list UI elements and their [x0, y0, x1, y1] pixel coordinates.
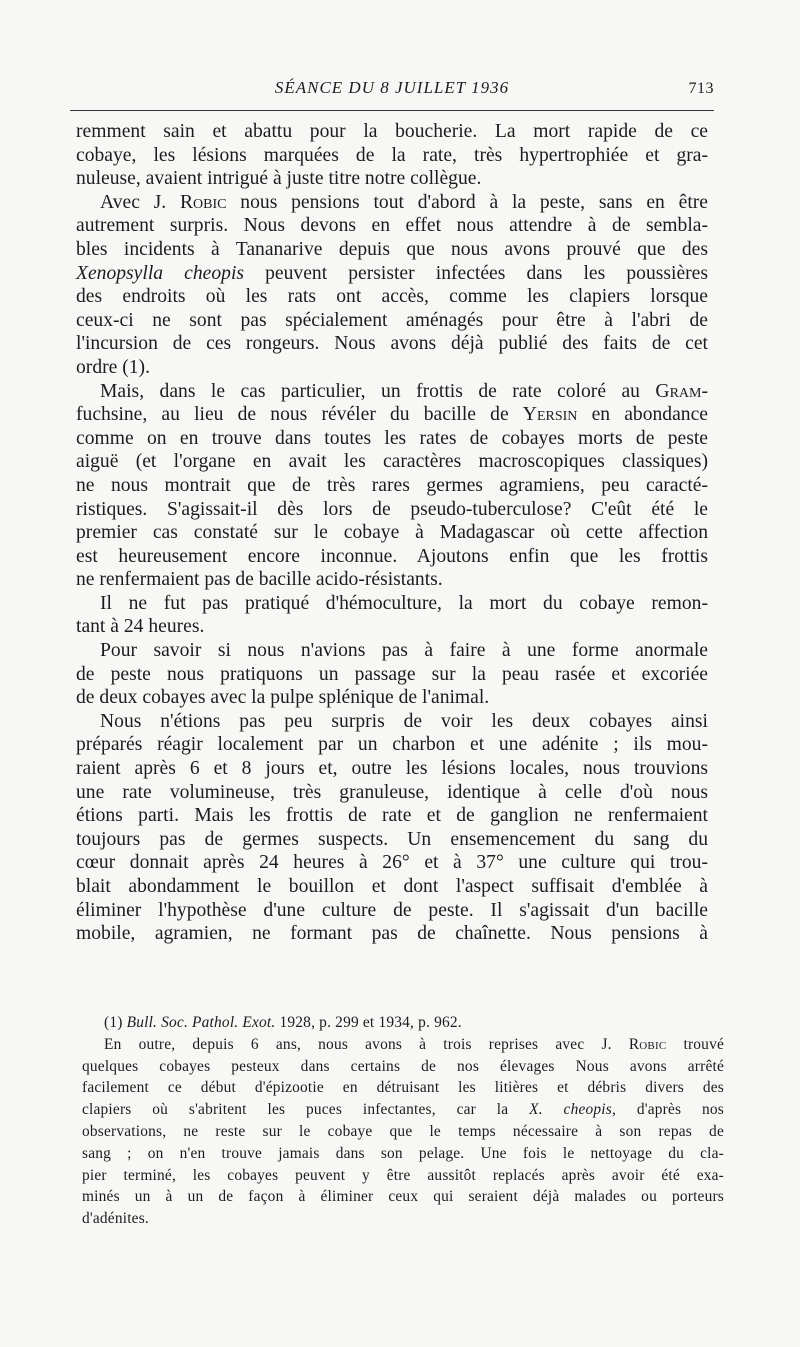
text-line: quelques cobayes pesteux dans certains de nos élevages Nous avons arrêté — [82, 1057, 724, 1075]
text-line: nuleuse, avaient intrigué à juste titre notre collègue. — [76, 168, 482, 190]
text-line: pier terminé, les cobayes peuvent y être aussitôt replacés après avoir été exa- — [82, 1166, 724, 1184]
text-line: ordre (1). — [76, 356, 150, 378]
text-line: aiguë (et l'organe en avait les caractères macroscopiques classiques) — [76, 451, 708, 473]
text-segment: En outre, depuis 6 ans, nous avons à trois reprises avec J. — [104, 1035, 629, 1053]
paragraph-1 — [76, 120, 708, 191]
paragraph-6 — [76, 710, 708, 946]
text-line — [76, 403, 708, 427]
text-line: Il ne fut pas pratiqué d'hémoculture, la mort du cobaye remon- — [100, 592, 708, 614]
text-line: l'incursion de ces rongeurs. Nous avons déjà publié des faits de cet — [76, 333, 708, 355]
text-line: sang ; on n'en trouve jamais dans son pelage. Une fois le nettoyage du cla- — [82, 1144, 724, 1162]
author-name: Robic — [628, 1035, 667, 1053]
header-rule — [70, 110, 714, 111]
text-line: raient après 6 et 8 jours et, outre les lésions locales, nous trouvions — [76, 758, 708, 780]
text-line: toujours pas de germes suspects. Un ensemencement du sang du — [76, 828, 708, 850]
footnote-number: (1) — [104, 1014, 127, 1031]
text-line: préparés réagir localement par un charbon et une adénite ; ils mou- — [76, 734, 708, 756]
text-line: ne renfermaient pas de bacille acido-résistants. — [76, 569, 443, 591]
paragraph-3 — [76, 380, 708, 592]
text-line: cobaye, les lésions marquées de la rate, très hypertrophiée et gra- — [76, 144, 708, 166]
text-segment: trouvé — [666, 1035, 724, 1053]
text-segment: peuvent persister infectées dans les poussières — [244, 262, 708, 284]
text-line — [82, 1099, 724, 1121]
text-line: minés un à un de façon à éliminer ceux qui seraient déjà malades ou porteurs — [82, 1188, 724, 1206]
text-segment: - — [701, 380, 708, 402]
text-line: autrement surpris. Nous devons en effet nous attendre à de sembla- — [76, 215, 708, 237]
text-line: ristiques. S'agissait-il dès lors de pseudo-tuberculose? C'eût été le — [76, 498, 708, 520]
text-line: comme on en trouve dans toutes les rates de cobayes morts de peste — [76, 427, 708, 449]
author-name: Yersin — [522, 404, 578, 426]
text-line: cœur donnait après 24 heures à 26° et à 37° une culture qui trou- — [76, 852, 708, 874]
text-line: bles incidents à Tananarive depuis que nous avons prouvé que des — [76, 238, 708, 260]
body-text — [76, 120, 708, 946]
text-line: étions parti. Mais les frottis de rate et de ganglion ne renfermaient — [76, 805, 708, 827]
text-line: Nous n'étions pas peu surpris de voir les deux cobayes ainsi — [100, 710, 708, 732]
text-line: est heureusement encore inconnue. Ajoutons enfin que les frottis — [76, 545, 708, 567]
text-line: facilement ce début d'épizootie en détruisant les litières et débris divers des — [82, 1079, 724, 1097]
text-segment: nous pensions tout d'abord à la peste, sans en être — [226, 191, 708, 213]
text-line: éliminer l'hypothèse d'une culture de peste. Il s'agissait d'un bacille — [76, 899, 708, 921]
text-line: remment sain et abattu pour la boucherie. La mort rapide de ce — [76, 121, 708, 142]
text-line: tant à 24 heures. — [76, 616, 205, 638]
running-title: SÉANCE DU 8 JUILLET 1936 — [274, 78, 510, 97]
paragraph-4 — [76, 592, 708, 639]
text-line: observations, ne reste sur le cobaye que le temps nécessaire à son repas de — [82, 1122, 724, 1140]
text-line: une rate volumineuse, très granuleuse, identique à celle d'où nous — [76, 781, 708, 803]
text-segment: Mais, dans le cas particulier, un frottis de rate coloré au — [100, 380, 656, 402]
text-line: de peste nous pratiquons un passage sur la peau rasée et excoriée — [76, 663, 708, 685]
text-line: de deux cobayes avec la pulpe splénique de l'animal. — [76, 687, 490, 709]
text-segment: clapiers où s'abritent les puces infectantes, car la — [82, 1101, 530, 1119]
text-segment: fuchsine, au lieu de nous révéler du bacille de — [76, 404, 523, 426]
text-segment: Avec J. — [100, 191, 180, 213]
footnote — [82, 1012, 724, 1230]
paragraph-5 — [76, 639, 708, 710]
journal-title: Bull. Soc. Pathol. Exot. — [126, 1014, 276, 1031]
text-segment: d'après nos — [616, 1101, 724, 1119]
author-name: Gram — [655, 380, 702, 402]
text-line: ne nous montrait que de très rares germes agramiens, peu caracté- — [76, 474, 708, 496]
text-line: ceux-ci ne sont pas spécialement aménagés pour être à l'abri de — [76, 309, 708, 331]
text-segment: 1928, p. 299 et 1934, p. 962. — [275, 1014, 462, 1031]
species-name: X. cheopis, — [529, 1101, 617, 1119]
footnote-reference — [82, 1012, 724, 1034]
text-line — [76, 191, 708, 215]
text-line: premier cas constaté sur le cobaye à Madagascar où cette affection — [76, 522, 708, 544]
text-line: mobile, agramien, ne formant pas de chaînette. Nous pensions à — [76, 923, 708, 945]
paragraph-2 — [76, 191, 708, 380]
text-line: blait abondamment le bouillon et dont l'aspect suffisait d'emblée à — [76, 876, 708, 897]
text-segment: en abondance — [577, 404, 708, 426]
text-line: Pour savoir si nous n'avions pas à faire à une forme anormale — [100, 640, 708, 662]
species-name: Xenopsylla cheopis — [76, 262, 245, 284]
page-number: 713 — [688, 80, 714, 97]
text-line — [82, 1034, 724, 1056]
text-line — [76, 380, 708, 404]
author-name: Robic — [179, 191, 227, 213]
text-line: des endroits où les rats ont accès, comme les clapiers lorsque — [76, 286, 708, 308]
text-line — [76, 262, 708, 286]
page-header — [70, 78, 714, 104]
text-line: d'adénites. — [82, 1210, 149, 1228]
